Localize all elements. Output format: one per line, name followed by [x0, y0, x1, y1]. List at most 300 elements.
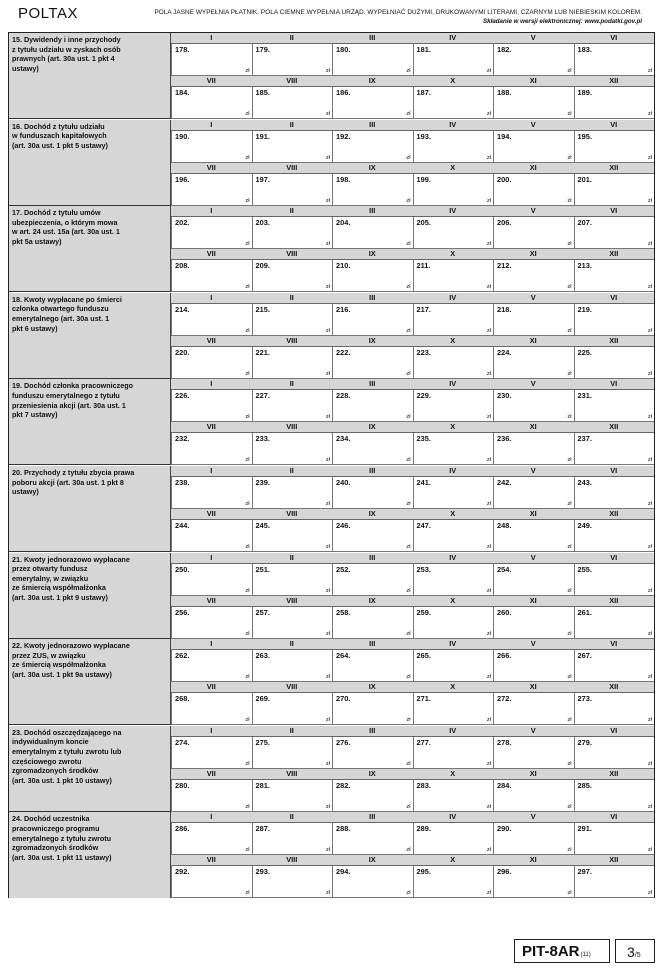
section-label: 19. Dochód członka pracowniczego funduszu emerytalnego z tytułu przeniesienia akcji (art. 30a ust. 1 pkt 7 ustawy): [9, 379, 171, 464]
currency-unit: zł: [325, 760, 330, 767]
field-number: 230.: [497, 391, 512, 401]
amount-field[interactable]: [413, 87, 494, 119]
month-header: IX: [332, 336, 413, 347]
field-number: 266.: [497, 651, 512, 661]
amount-field[interactable]: [413, 693, 494, 725]
field-number: 209.: [255, 261, 270, 271]
amount-field[interactable]: [413, 866, 494, 898]
currency-unit: zł: [647, 544, 652, 550]
amount-field[interactable]: [493, 650, 574, 682]
amount-field[interactable]: [252, 304, 333, 336]
month-header: IV: [413, 206, 494, 217]
field-number: 198.: [336, 174, 351, 184]
month-header: II: [252, 293, 333, 304]
amount-field[interactable]: [252, 693, 333, 725]
amount-field[interactable]: [252, 650, 333, 682]
month-header: VII: [171, 509, 252, 520]
currency-unit: zł: [406, 154, 411, 161]
field-number: 225.: [577, 347, 592, 357]
field-number: 228.: [336, 391, 351, 401]
currency-unit: zł: [325, 370, 330, 377]
currency-unit: zł: [245, 630, 250, 637]
amount-field[interactable]: [493, 693, 574, 725]
amount-field[interactable]: [252, 131, 333, 163]
amount-field[interactable]: [252, 607, 333, 639]
brand-logo-text: POLTAX: [18, 5, 78, 22]
month-header: I: [171, 466, 252, 477]
currency-unit: zł: [325, 197, 330, 204]
amount-field[interactable]: [252, 390, 333, 422]
amount-field[interactable]: [171, 866, 252, 898]
amount-field[interactable]: [252, 217, 333, 249]
currency-unit: zł: [647, 111, 652, 117]
page-number-box: [615, 939, 655, 963]
currency-unit: zł: [486, 457, 491, 464]
amount-field[interactable]: [252, 433, 333, 465]
month-header: V: [493, 812, 574, 823]
amount-field[interactable]: [574, 520, 655, 552]
currency-unit: zł: [325, 890, 330, 897]
field-number: 188.: [497, 88, 512, 97]
month-header: VI: [574, 726, 655, 737]
amount-field[interactable]: [413, 564, 494, 596]
field-number: 217.: [416, 304, 431, 314]
field-number: 282.: [336, 780, 351, 790]
amount-field[interactable]: [332, 260, 413, 292]
amount-field[interactable]: [332, 44, 413, 76]
field-number: 292.: [175, 867, 190, 877]
month-header: XII: [574, 682, 655, 693]
amount-field[interactable]: [574, 650, 655, 682]
amount-field[interactable]: [493, 260, 574, 292]
month-header: VIII: [252, 76, 333, 87]
field-number: 252.: [336, 564, 351, 574]
month-header: I: [171, 33, 252, 44]
month-header: III: [332, 120, 413, 131]
field-number: 293.: [255, 867, 270, 877]
currency-unit: zł: [245, 370, 250, 377]
month-header: VII: [171, 76, 252, 87]
amount-field[interactable]: [493, 823, 574, 855]
month-header: VIII: [252, 596, 333, 607]
amount-field[interactable]: [332, 477, 413, 509]
currency-unit: zł: [325, 414, 330, 421]
amount-field[interactable]: [493, 304, 574, 336]
amount-field[interactable]: [171, 520, 252, 552]
amount-field[interactable]: [493, 780, 574, 812]
field-number: 208.: [175, 261, 190, 271]
field-number: 202.: [175, 218, 190, 228]
amount-field[interactable]: [332, 737, 413, 769]
month-header: II: [252, 726, 333, 737]
amount-field[interactable]: [493, 44, 574, 76]
currency-unit: zł: [406, 717, 411, 724]
currency-unit: zł: [486, 414, 491, 421]
amount-field[interactable]: [332, 607, 413, 639]
currency-unit: zł: [486, 111, 491, 117]
currency-unit: zł: [486, 760, 491, 767]
amount-field[interactable]: [413, 260, 494, 292]
amount-field[interactable]: [574, 433, 655, 465]
field-number: 285.: [577, 780, 592, 790]
month-header: V: [493, 33, 574, 44]
field-number: 277.: [416, 737, 431, 747]
amount-field[interactable]: [252, 477, 333, 509]
currency-unit: zł: [647, 717, 652, 724]
amount-field[interactable]: [332, 866, 413, 898]
amount-field[interactable]: [252, 823, 333, 855]
field-number: 249.: [577, 521, 592, 530]
amount-field[interactable]: [493, 174, 574, 206]
currency-unit: zł: [325, 544, 330, 550]
amount-field[interactable]: [574, 564, 655, 596]
month-header: VI: [574, 466, 655, 477]
field-number: 186.: [336, 88, 351, 97]
form-version: (11): [580, 952, 591, 958]
month-header: X: [413, 855, 494, 866]
field-number: 248.: [497, 521, 512, 530]
amount-field[interactable]: [252, 737, 333, 769]
amount-field[interactable]: [413, 217, 494, 249]
month-header: IX: [332, 76, 413, 87]
month-header: X: [413, 596, 494, 607]
amount-field[interactable]: [332, 650, 413, 682]
amount-field[interactable]: [171, 564, 252, 596]
field-number: 254.: [497, 564, 512, 574]
amount-field[interactable]: [171, 780, 252, 812]
amount-field[interactable]: [413, 347, 494, 379]
amount-field[interactable]: [413, 780, 494, 812]
field-number: 220.: [175, 347, 190, 357]
field-number: 235.: [416, 434, 431, 444]
amount-field[interactable]: [252, 260, 333, 292]
amount-field[interactable]: [574, 823, 655, 855]
form-section: [9, 120, 654, 206]
field-number: 280.: [175, 780, 190, 790]
month-header: II: [252, 206, 333, 217]
field-number: 224.: [497, 347, 512, 357]
month-header: VIII: [252, 163, 333, 174]
amount-field[interactable]: [332, 520, 413, 552]
field-number: 204.: [336, 218, 351, 228]
currency-unit: zł: [567, 414, 572, 421]
amount-field[interactable]: [493, 433, 574, 465]
field-number: 268.: [175, 694, 190, 704]
field-number: 233.: [255, 434, 270, 444]
amount-field[interactable]: [171, 693, 252, 725]
form-section: [9, 639, 654, 725]
currency-unit: zł: [647, 154, 652, 161]
month-header: XI: [493, 422, 574, 433]
currency-unit: zł: [245, 197, 250, 204]
amount-field[interactable]: [332, 823, 413, 855]
amount-field[interactable]: [252, 564, 333, 596]
field-number: 272.: [497, 694, 512, 704]
amount-field[interactable]: [332, 433, 413, 465]
section-label: 22. Kwoty jednorazowo wypłacane przez ZUS, w związku ze śmiercią współmałżonka (art. 30a ust. 1 pkt 9a ustawy): [9, 639, 171, 724]
month-header: VII: [171, 855, 252, 866]
currency-unit: zł: [647, 803, 652, 810]
currency-unit: zł: [486, 630, 491, 637]
field-number: 200.: [497, 174, 512, 184]
amount-field[interactable]: [332, 304, 413, 336]
field-number: 273.: [577, 694, 592, 704]
form-section: [9, 466, 654, 552]
amount-field[interactable]: [171, 650, 252, 682]
currency-unit: zł: [567, 370, 572, 377]
amount-field[interactable]: [493, 390, 574, 422]
month-header: XII: [574, 422, 655, 433]
amount-field[interactable]: [171, 260, 252, 292]
month-header: XI: [493, 336, 574, 347]
amount-field[interactable]: [413, 304, 494, 336]
field-number: 180.: [336, 45, 351, 54]
month-header: II: [252, 33, 333, 44]
amount-field[interactable]: [252, 780, 333, 812]
field-number: 193.: [416, 131, 431, 141]
currency-unit: zł: [325, 587, 330, 594]
field-number: 283.: [416, 780, 431, 790]
field-number: 213.: [577, 261, 592, 271]
amount-field[interactable]: [413, 44, 494, 76]
field-number: 287.: [255, 824, 270, 834]
amount-field[interactable]: [493, 477, 574, 509]
amount-field[interactable]: [332, 693, 413, 725]
currency-unit: zł: [245, 501, 250, 507]
field-number: 251.: [255, 564, 270, 574]
amount-field[interactable]: [252, 87, 333, 119]
month-header: VIII: [252, 769, 333, 780]
month-header: X: [413, 76, 494, 87]
currency-unit: zł: [486, 68, 491, 74]
month-header: XI: [493, 76, 574, 87]
amount-field[interactable]: [171, 217, 252, 249]
currency-unit: zł: [567, 890, 572, 897]
currency-unit: zł: [325, 457, 330, 464]
amount-field[interactable]: [574, 260, 655, 292]
amount-field[interactable]: [332, 174, 413, 206]
field-number: 256.: [175, 607, 190, 617]
field-number: 190.: [175, 131, 190, 141]
month-header: IV: [413, 33, 494, 44]
month-header: II: [252, 466, 333, 477]
month-header: VIII: [252, 682, 333, 693]
amount-field[interactable]: [171, 174, 252, 206]
currency-unit: zł: [325, 154, 330, 161]
currency-unit: zł: [325, 847, 330, 854]
amount-field[interactable]: [171, 477, 252, 509]
field-number: 267.: [577, 651, 592, 661]
amount-field[interactable]: [413, 433, 494, 465]
month-header: XII: [574, 336, 655, 347]
month-header: II: [252, 379, 333, 390]
month-header: VI: [574, 120, 655, 131]
month-header: XI: [493, 596, 574, 607]
field-number: 250.: [175, 564, 190, 574]
currency-unit: zł: [567, 544, 572, 550]
currency-unit: zł: [245, 327, 250, 334]
amount-field[interactable]: [493, 564, 574, 596]
currency-unit: zł: [486, 197, 491, 204]
amount-field[interactable]: [252, 347, 333, 379]
amount-field[interactable]: [574, 217, 655, 249]
amount-field[interactable]: [252, 44, 333, 76]
currency-unit: zł: [406, 111, 411, 117]
month-header: IV: [413, 639, 494, 650]
amount-field[interactable]: [574, 131, 655, 163]
amount-field[interactable]: [493, 737, 574, 769]
amount-field[interactable]: [574, 866, 655, 898]
amount-field[interactable]: [252, 174, 333, 206]
amount-field[interactable]: [413, 520, 494, 552]
amount-field[interactable]: [493, 866, 574, 898]
field-number: 244.: [175, 521, 190, 530]
month-header: VIII: [252, 336, 333, 347]
currency-unit: zł: [406, 587, 411, 594]
amount-field[interactable]: [493, 607, 574, 639]
amount-field[interactable]: [574, 737, 655, 769]
amount-field[interactable]: [332, 390, 413, 422]
amount-field[interactable]: [171, 390, 252, 422]
field-number: 221.: [255, 347, 270, 357]
month-header: XI: [493, 769, 574, 780]
amount-field[interactable]: [332, 131, 413, 163]
field-number: 182.: [497, 45, 512, 54]
amount-field[interactable]: [413, 131, 494, 163]
currency-unit: zł: [567, 327, 572, 334]
amount-field[interactable]: [574, 693, 655, 725]
currency-unit: zł: [406, 847, 411, 854]
page-number: 3: [627, 944, 635, 960]
amount-field[interactable]: [171, 304, 252, 336]
amount-field[interactable]: [171, 433, 252, 465]
currency-unit: zł: [325, 241, 330, 248]
section-label: 16. Dochód z tytułu udziału w funduszach kapitałowych (art. 30a ust. 1 pkt 5 ustawy): [9, 120, 171, 205]
amount-field[interactable]: [574, 347, 655, 379]
month-header: I: [171, 293, 252, 304]
amount-field[interactable]: [171, 131, 252, 163]
month-header: VIII: [252, 855, 333, 866]
currency-unit: zł: [245, 544, 250, 550]
amount-field[interactable]: [574, 477, 655, 509]
amount-field[interactable]: [493, 87, 574, 119]
field-number: 259.: [416, 607, 431, 617]
month-header: VI: [574, 639, 655, 650]
amount-field[interactable]: [413, 823, 494, 855]
field-number: 258.: [336, 607, 351, 617]
currency-unit: zł: [406, 241, 411, 248]
month-header: V: [493, 120, 574, 131]
amount-field[interactable]: [171, 737, 252, 769]
currency-unit: zł: [486, 847, 491, 854]
amount-field[interactable]: [332, 564, 413, 596]
month-header: VII: [171, 682, 252, 693]
amount-field[interactable]: [413, 390, 494, 422]
field-number: 275.: [255, 737, 270, 747]
month-header: I: [171, 812, 252, 823]
field-number: 245.: [255, 521, 270, 530]
month-header: V: [493, 726, 574, 737]
amount-field[interactable]: [332, 347, 413, 379]
currency-unit: zł: [647, 890, 652, 897]
field-number: 223.: [416, 347, 431, 357]
currency-unit: zł: [245, 717, 250, 724]
form-section: [9, 726, 654, 812]
month-header: X: [413, 336, 494, 347]
amount-field[interactable]: [332, 780, 413, 812]
amount-field[interactable]: [252, 866, 333, 898]
amount-field[interactable]: [574, 390, 655, 422]
currency-unit: zł: [245, 674, 250, 681]
month-header: IX: [332, 163, 413, 174]
amount-field[interactable]: [252, 520, 333, 552]
amount-field[interactable]: [574, 780, 655, 812]
month-header: XII: [574, 76, 655, 87]
currency-unit: zł: [647, 457, 652, 464]
month-header: II: [252, 639, 333, 650]
month-header: XII: [574, 596, 655, 607]
amount-field[interactable]: [171, 347, 252, 379]
form-section: [9, 293, 654, 379]
currency-unit: zł: [245, 457, 250, 464]
amount-field[interactable]: [574, 607, 655, 639]
month-header: VI: [574, 553, 655, 564]
field-number: 195.: [577, 131, 592, 141]
field-number: 236.: [497, 434, 512, 444]
amount-field[interactable]: [413, 650, 494, 682]
amount-field[interactable]: [332, 87, 413, 119]
month-header: VIII: [252, 509, 333, 520]
field-number: 276.: [336, 737, 351, 747]
currency-unit: zł: [647, 760, 652, 767]
field-number: 255.: [577, 564, 592, 574]
amount-field[interactable]: [493, 217, 574, 249]
amount-field[interactable]: [171, 44, 252, 76]
amount-field[interactable]: [171, 823, 252, 855]
amount-field[interactable]: [413, 174, 494, 206]
field-number: 242.: [497, 478, 512, 487]
field-number: 274.: [175, 737, 190, 747]
month-header: XI: [493, 509, 574, 520]
amount-field[interactable]: [493, 520, 574, 552]
amount-field[interactable]: [413, 477, 494, 509]
amount-field[interactable]: [574, 87, 655, 119]
amount-field[interactable]: [413, 607, 494, 639]
field-number: 212.: [497, 261, 512, 271]
amount-field[interactable]: [493, 131, 574, 163]
currency-unit: zł: [647, 197, 652, 204]
field-number: 281.: [255, 780, 270, 790]
currency-unit: zł: [406, 501, 411, 507]
amount-field[interactable]: [574, 44, 655, 76]
currency-unit: zł: [325, 68, 330, 74]
amount-field[interactable]: [574, 174, 655, 206]
month-header: VI: [574, 293, 655, 304]
field-number: 184.: [175, 88, 190, 97]
currency-unit: zł: [325, 803, 330, 810]
month-header: XII: [574, 509, 655, 520]
field-number: 222.: [336, 347, 351, 357]
amount-field[interactable]: [493, 347, 574, 379]
amount-field[interactable]: [332, 217, 413, 249]
amount-field[interactable]: [171, 607, 252, 639]
amount-field[interactable]: [574, 304, 655, 336]
field-number: 207.: [577, 218, 592, 228]
amount-field[interactable]: [171, 87, 252, 119]
amount-field[interactable]: [413, 737, 494, 769]
field-number: 261.: [577, 607, 592, 617]
field-number: 216.: [336, 304, 351, 314]
